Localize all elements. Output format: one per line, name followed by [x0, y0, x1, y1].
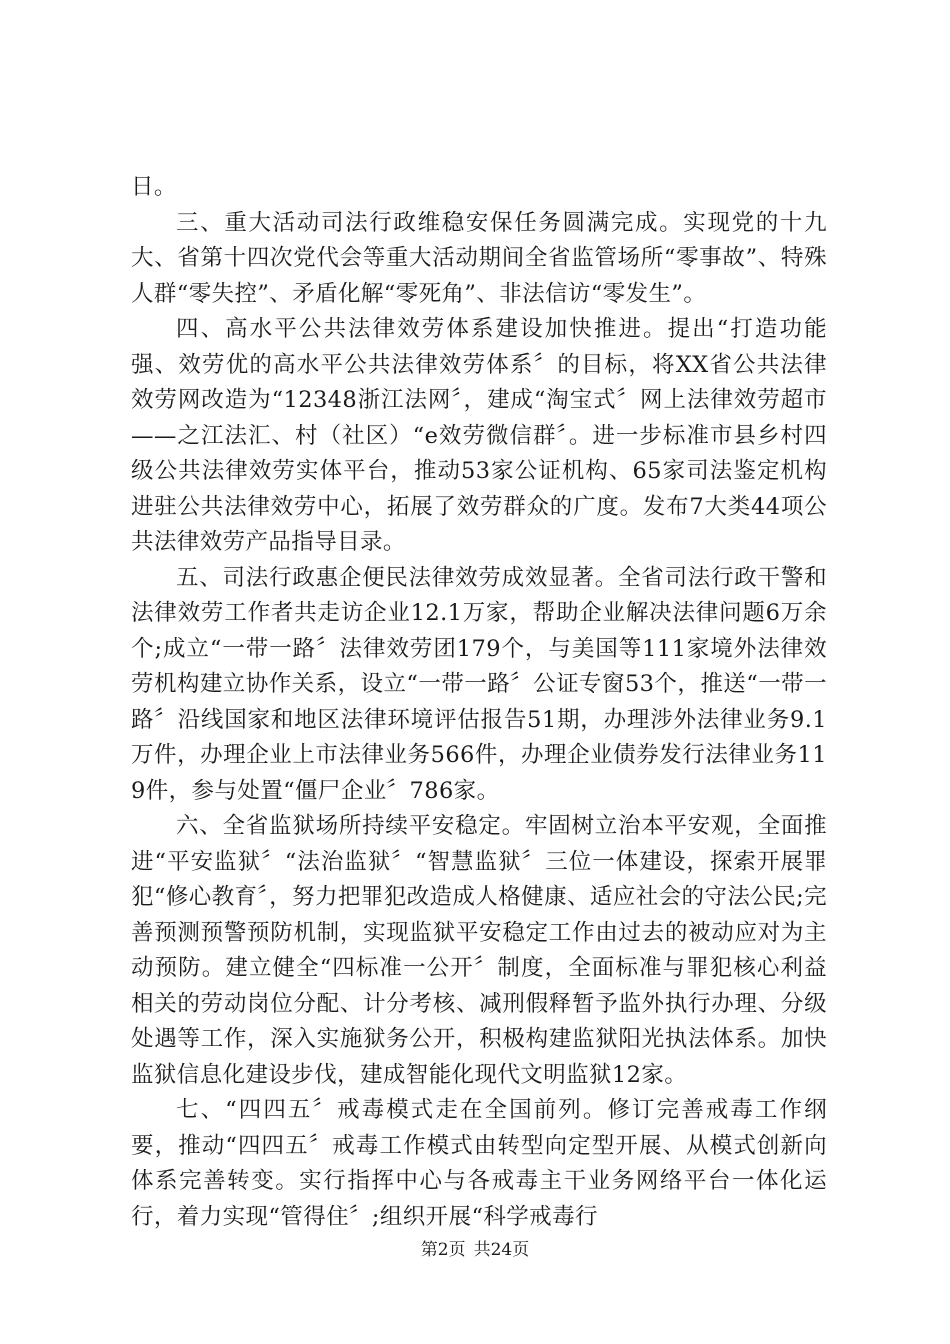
paragraph-public-legal-services: 四、高水平公共法律效劳体系建设加快推进。提出“打造功能强、效劳优的高水平公共法律效劳体系〞的目标，将XX省公共法律效劳网改造为“12348浙江法网〞，建成“淘宝式〞网上法律效劳超市——之江法汇、村（社区）“e效劳微信群〞。进一步标准市县乡村四级公共法律效劳实体平台，推动53家公证机构、65家司法鉴定机构进驻公共法律效劳中心，拓展了效劳群众的广度。发布7大类44项公共法律效劳产品指导目录。	[131, 316, 827, 555]
page-footer	[0, 1238, 950, 1262]
paragraph-security-tasks: 三、重大活动司法行政维稳安保任务圆满完成。实现党的十九大、省第十四次党代会等重大活动期间全省监管场所“零事故”、特殊人群“零失控”、矛盾化解“零死角”、非法信访“零发生”。	[131, 209, 827, 307]
paragraph-enterprise-legal-services: 五、司法行政惠企便民法律效劳成效显著。全省司法行政干警和法律效劳工作者共走访企业12.1万家，帮助企业解决法律问题6万余个;成立“一带一路〞法律效劳团179个，与美国等111家境外法律效劳机构建立协作关系，设立“一带一路〞公证专窗53个，推送“一带一路〞沿线国家和地区法律环境评估报告51期，办理涉外法律业务9.1万件，办理企业上市法律业务566件，办理企业债券发行法律业务119件，参与处置“僵尸企业〞786家。	[131, 564, 827, 804]
paragraph-continuation: 日。	[131, 174, 177, 200]
document-body	[131, 170, 827, 1235]
page-total: 共24页	[473, 1240, 530, 1260]
page-number: 第2页	[420, 1240, 466, 1260]
paragraph-drug-rehab-model: 七、“四四五〞戒毒模式走在全国前列。修订完善戒毒工作纲要，推动“四四五〞戒毒工作模式由转型向定型开展、从模式创新向体系完善转变。实行指挥中心与各戒毒主干业务网络平台一体化运行，着力实现“管得住〞;组织开展“科学戒毒行	[131, 1097, 827, 1230]
paragraph-prison-safety: 六、全省监狱场所持续平安稳定。牢固树立治本平安观，全面推进“平安监狱〞“法治监狱〞“智慧监狱〞三位一体建设，探索开展罪犯“修心教育〞，努力把罪犯改造成人格健康、适应社会的守法公民;完善预测预警预防机制，实现监狱平安稳定工作由过去的被动应对为主动预防。建立健全“四标准一公开〞制度，全面标准与罪犯核心利益相关的劳动岗位分配、计分考核、减刑假释暂予监外执行办理、分级处遇等工作，深入实施狱务公开，积极构建监狱阳光执法体系。加快监狱信息化建设步伐，建成智能化现代文明监狱12家。	[131, 813, 827, 1088]
